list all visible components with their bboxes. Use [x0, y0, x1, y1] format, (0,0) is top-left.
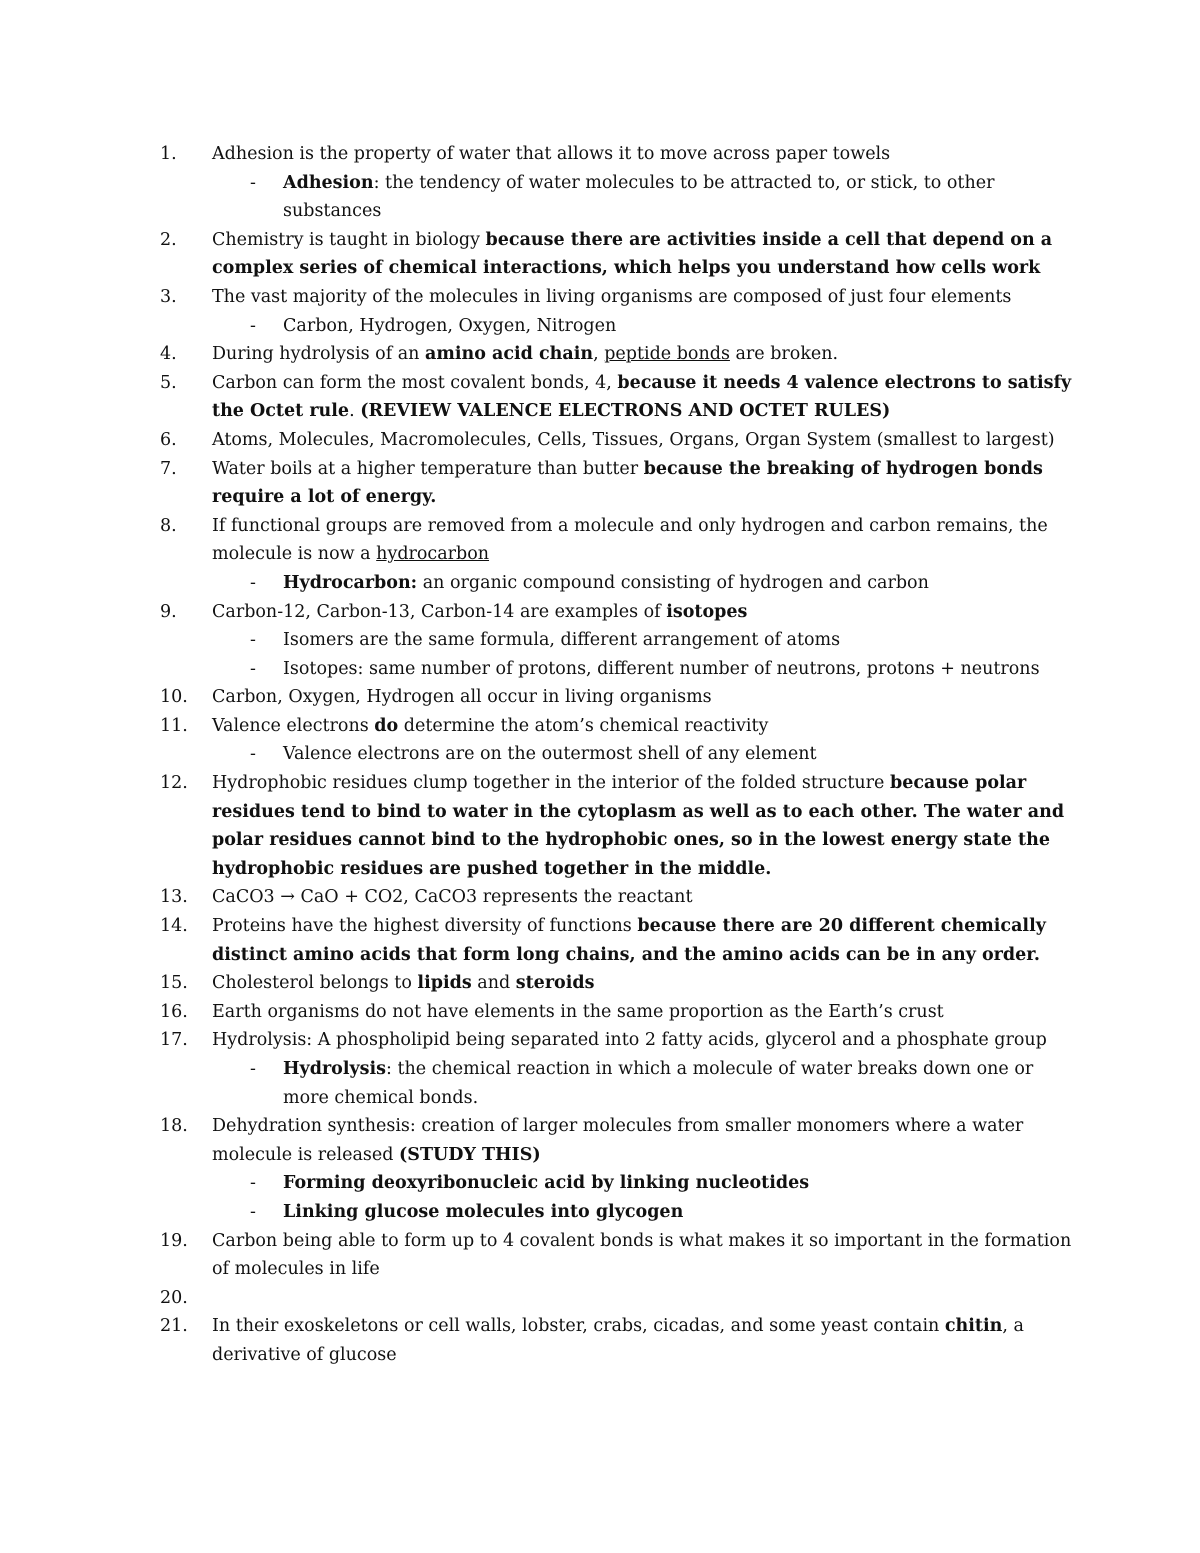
sub-bullet-item	[0, 626, 1073, 655]
bold-text: (STUDY THIS)	[399, 1144, 541, 1165]
numbered-list	[0, 140, 1200, 1370]
sub-bullet-text	[283, 1059, 1033, 1108]
text-run: Chemistry is taught in biology	[212, 229, 486, 250]
bold-text: lipids	[417, 973, 472, 994]
list-item-text	[212, 1316, 1024, 1365]
text-run: Adhesion is the property of water that allows it to move across paper towels	[212, 144, 891, 164]
list-number: 13.	[160, 887, 188, 908]
sub-bullet-item	[0, 169, 1073, 226]
text-run: ,	[593, 344, 605, 365]
text-run: are broken.	[729, 344, 839, 365]
text-run: In their exoskeletons or cell walls, lobster, crabs, cicadas, and some yeast contain	[212, 1316, 945, 1337]
list-item	[0, 283, 1072, 312]
text-run: : the tendency of water molecules to be attracted to, or stick, to other substances	[283, 172, 995, 222]
bold-text: (REVIEW VALENCE ELECTRONS AND OCTET RULES)	[360, 401, 891, 422]
bold-text: because it needs 4 valence electrons to satisfy the Octet rule	[212, 372, 1072, 422]
dash-bullet: -	[250, 744, 256, 765]
bold-text: because there are activities inside a cell that depend on a complex series of chemical interactions, which helps you understand how cells work	[212, 229, 1053, 279]
text-run: Carbon, Hydrogen, Oxygen, Nitrogen	[283, 315, 617, 336]
list-number: 3.	[160, 286, 177, 307]
sub-bullet-item	[0, 740, 1073, 769]
list-number: 2.	[160, 229, 177, 250]
list-item-text	[212, 887, 692, 907]
bold-text: Linking glucose molecules into glycogen	[283, 1201, 684, 1222]
list-item	[0, 598, 1072, 627]
list-item-text	[212, 459, 1043, 508]
sub-bullet-item	[0, 655, 1073, 684]
list-item-text	[212, 773, 1064, 879]
bold-text: do	[374, 715, 399, 736]
text-run: Valence electrons	[212, 715, 375, 736]
bold-text: because the breaking of hydrogen bonds require a lot of energy.	[212, 458, 1043, 508]
list-item	[0, 712, 1072, 741]
list-number: 18.	[160, 1116, 188, 1137]
text-run: Isotopes: same number of protons, different number of neutrons, protons + neutrons	[283, 658, 1040, 679]
bold-text: Forming deoxyribonucleic acid by linking nucleotides	[283, 1173, 810, 1194]
bold-text: steroids	[515, 973, 595, 994]
sub-bullet-text	[283, 1202, 683, 1222]
underlined-text: peptide bonds	[604, 344, 730, 365]
sub-bullet-text	[283, 316, 616, 336]
list-item-text	[212, 687, 712, 707]
list-item-text	[212, 344, 838, 364]
text-run: : the chemical reaction in which a molecule of water breaks down one or more chemical bonds.	[283, 1059, 1034, 1108]
text-run: During hydrolysis of an	[212, 344, 426, 365]
list-item	[0, 1026, 1072, 1055]
sub-bullet-text	[283, 744, 817, 764]
list-number: 8.	[160, 515, 177, 536]
text-run: Atoms, Molecules, Macromolecules, Cells, Tissues, Organs, Organ System (smallest to largest)	[212, 429, 1055, 450]
list-number: 19.	[160, 1230, 188, 1251]
sub-bullet-item	[0, 312, 1073, 341]
underlined-text: hydrocarbon	[376, 544, 490, 565]
text-run: Carbon can form the most covalent bonds, 4,	[212, 372, 618, 393]
text-run: an organic compound consisting of hydrogen and carbon	[417, 572, 929, 593]
bold-text: Hydrolysis	[283, 1059, 387, 1079]
list-item	[0, 998, 1072, 1027]
list-number: 12.	[160, 773, 188, 794]
text-run: Water boils at a higher temperature than butter	[212, 458, 644, 479]
text-run: Hydrophobic residues clump together in the interior of the folded structure	[212, 773, 890, 794]
dash-bullet: -	[250, 658, 256, 679]
sub-bullet-item	[0, 1055, 1073, 1112]
list-item-text	[212, 1288, 218, 1308]
text-run: Carbon-12, Carbon-13, Carbon-14 are examples of	[212, 601, 667, 622]
text-run: Hydrolysis: A phospholipid being separated into 2 fatty acids, glycerol and a phosphate group	[212, 1030, 1047, 1051]
text-run: Isomers are the same formula, different arrangement of atoms	[283, 630, 841, 651]
list-number: 21.	[160, 1316, 188, 1337]
list-item-text	[212, 916, 1046, 965]
dash-bullet: -	[250, 630, 256, 651]
text-run: Dehydration synthesis: creation of larger molecules from smaller monomers where a water molecule is released	[212, 1116, 1024, 1165]
list-item	[0, 883, 1072, 912]
list-item-text	[212, 373, 1071, 422]
bold-text: amino acid chain	[425, 344, 594, 365]
list-item-text	[212, 1116, 1023, 1165]
bold-text: because polar residues tend to bind to water in the cytoplasm as well as to each other. The water and polar residues cannot bind to the hydrophobic ones, so in the lowest energy state the hydrophobic residues are pushed together in the middle.	[212, 773, 1065, 879]
text-run: Valence electrons are on the outermost shell of any element	[283, 744, 817, 765]
text-run: determine the atom’s chemical reactivity	[398, 715, 769, 736]
list-item-text	[212, 973, 594, 993]
list-item	[0, 140, 1072, 169]
sub-bullet-item	[0, 1169, 1073, 1198]
list-item	[0, 226, 1072, 283]
list-item	[0, 1284, 1072, 1313]
dash-bullet: -	[250, 1201, 256, 1222]
dash-bullet: -	[250, 315, 256, 336]
text-run: Carbon, Oxygen, Hydrogen all occur in living organisms	[212, 687, 712, 708]
text-run: Earth organisms do not have elements in the same proportion as the Earth’s crust	[212, 1001, 944, 1022]
list-number: 6.	[160, 429, 177, 450]
list-item	[0, 912, 1072, 969]
list-item-text	[212, 1030, 1047, 1050]
list-item	[0, 1312, 1072, 1369]
list-number: 1.	[160, 144, 177, 164]
dash-bullet: -	[250, 1173, 256, 1194]
list-number: 15.	[160, 973, 188, 994]
text-run: .	[349, 401, 361, 422]
list-item	[0, 340, 1072, 369]
list-number: 14.	[160, 916, 188, 937]
sub-bullet-text	[283, 1173, 809, 1193]
bold-text: because there are 20 different chemically distinct amino acids that form long chains, and the amino acids can be in any order.	[212, 916, 1046, 965]
list-item-text	[212, 144, 890, 164]
text-run: The vast majority of the molecules in living organisms are composed of just four elements	[212, 286, 1012, 307]
list-item	[0, 1112, 1072, 1169]
list-number: 16.	[160, 1001, 188, 1022]
list-number: 20.	[160, 1287, 188, 1308]
dash-bullet: -	[250, 572, 256, 593]
bold-text: Adhesion	[283, 172, 374, 193]
dash-bullet: -	[250, 1059, 256, 1079]
text-run: and	[471, 973, 516, 994]
text-run: If functional groups are removed from a molecule and only hydrogen and carbon remains, the molecule is now a	[212, 515, 1048, 565]
list-item	[0, 969, 1072, 998]
list-number: 11.	[160, 715, 188, 736]
text-run: , a derivative of glucose	[212, 1316, 1024, 1365]
bold-text: chitin	[944, 1316, 1003, 1337]
bold-text: Hydrocarbon:	[283, 572, 418, 593]
text-run: CaCO3 → CaO + CO2, CaCO3 represents the reactant	[212, 887, 693, 908]
sub-bullet-text	[283, 630, 840, 650]
bold-text: isotopes	[666, 601, 748, 622]
dash-bullet: -	[250, 172, 256, 193]
list-number: 5.	[160, 372, 177, 393]
list-item	[0, 769, 1072, 883]
list-item	[0, 455, 1072, 512]
list-item	[0, 426, 1072, 455]
text-run: Proteins have the highest diversity of functions	[212, 916, 638, 937]
list-number: 7.	[160, 458, 177, 479]
list-item	[0, 683, 1072, 712]
sub-bullet-text	[283, 659, 1040, 679]
sub-bullet-item	[0, 569, 1073, 598]
list-number: 4.	[160, 344, 177, 365]
list-item	[0, 512, 1072, 569]
sub-bullet-text	[283, 173, 994, 222]
sub-bullet-item	[0, 1198, 1073, 1227]
list-number: 9.	[160, 601, 177, 622]
list-item-text	[212, 230, 1052, 279]
text-run: Carbon being able to form up to 4 covalent bonds is what makes it so important in the formation of molecules in life	[212, 1230, 1072, 1280]
list-item-text	[212, 287, 1011, 307]
list-number: 17.	[160, 1030, 188, 1051]
list-item	[0, 1227, 1072, 1284]
list-item-text	[212, 516, 1048, 565]
list-item	[0, 369, 1072, 426]
list-item-text	[212, 430, 1055, 450]
list-item-text	[212, 602, 747, 622]
text-run: Cholesterol belongs to	[212, 973, 418, 994]
list-item-text	[212, 1002, 944, 1022]
list-number: 10.	[160, 687, 188, 708]
sub-bullet-text	[283, 573, 929, 593]
list-item-text	[212, 1231, 1071, 1280]
list-item-text	[212, 716, 768, 736]
